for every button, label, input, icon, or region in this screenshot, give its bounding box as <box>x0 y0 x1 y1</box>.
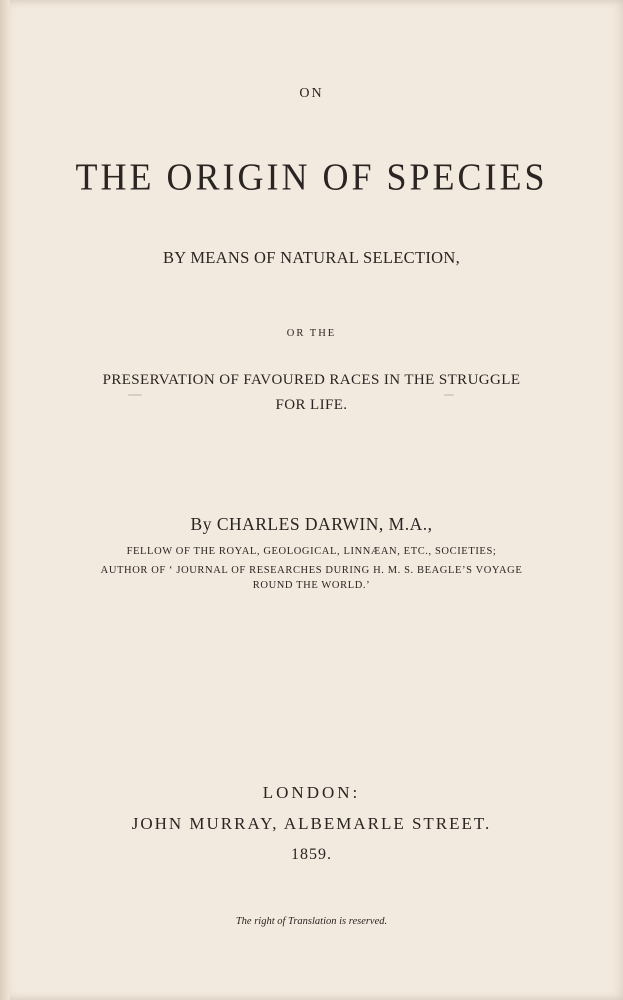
subtitle-means: BY MEANS OF NATURAL SELECTION, <box>163 248 460 267</box>
imprint-year: 1859. <box>291 846 332 863</box>
subtitle-or-the: OR THE <box>286 328 337 339</box>
ink-smudge <box>444 394 454 396</box>
book-title: THE ORIGIN OF SPECIES <box>75 156 548 198</box>
author-credentials-journal-line1: AUTHOR OF ‘ JOURNAL OF RESEARCHES DURING H. M. S. BEAGLE’S VOYAGE <box>100 565 523 576</box>
heading-on: ON <box>299 86 324 101</box>
ink-smudge <box>128 394 142 396</box>
imprint-publisher: JOHN MURRAY, ALBEMARLE STREET. <box>131 814 492 833</box>
author-line: By CHARLES DARWIN, M.A., <box>190 514 433 534</box>
rights-notice: The right of Translation is reserved. <box>235 916 388 927</box>
subtitle-preservation-line1: PRESERVATION OF FAVOURED RACES IN THE STRUGGLE <box>102 372 521 388</box>
imprint-city: LONDON: <box>262 783 361 802</box>
library-stamp <box>240 32 410 48</box>
author-credentials-journal-line2: ROUND THE WORLD.’ <box>252 580 371 591</box>
subtitle-preservation-line2: FOR LIFE. <box>275 397 348 413</box>
author-credentials-fellow: FELLOW OF THE ROYAL, GEOLOGICAL, LINNÆAN, ETC., SOCIETIES; <box>126 546 497 557</box>
